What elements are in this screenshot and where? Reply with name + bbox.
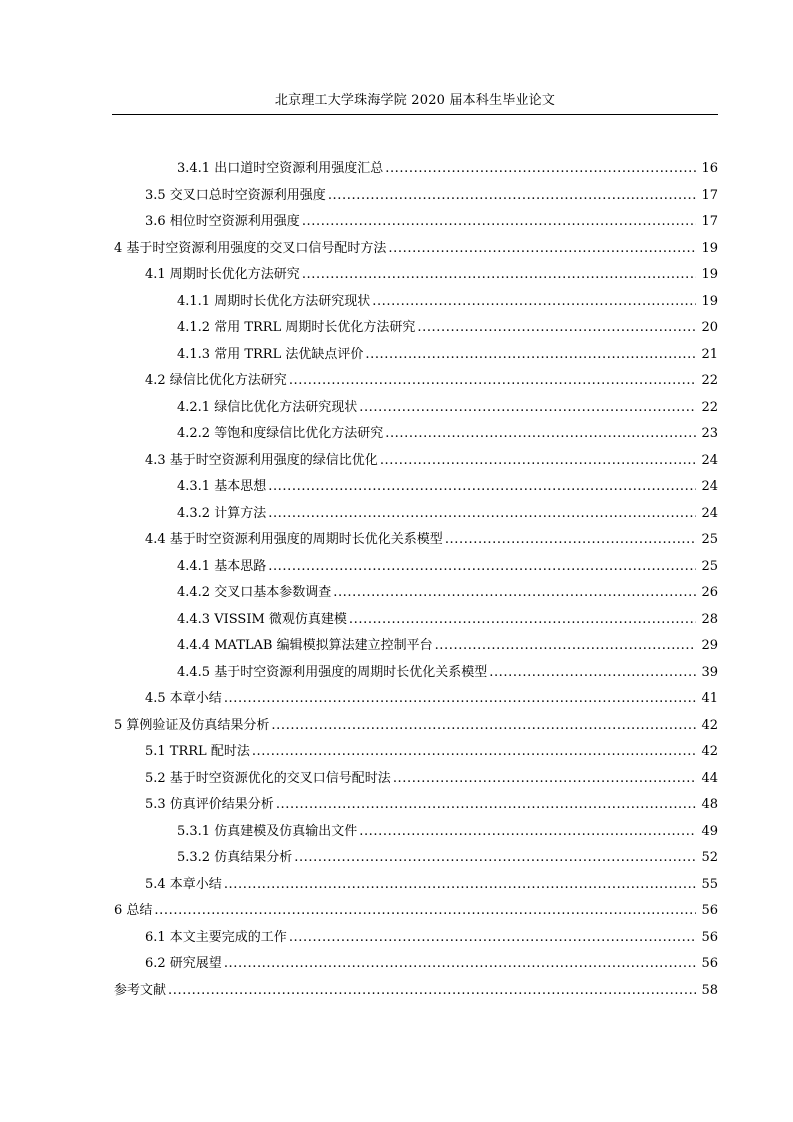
table-of-contents [0, 156, 793, 1004]
toc-entry-page-number: 39 [701, 664, 718, 680]
toc-entry-page-number: 48 [701, 797, 718, 812]
toc-entry-page-number: 21 [701, 346, 718, 362]
toc-entry[interactable] [0, 209, 793, 236]
toc-entry-page-number: 29 [701, 638, 718, 653]
toc-entry-page-number: 58 [701, 982, 718, 998]
dot-leader [417, 315, 696, 342]
toc-entry-title: 4.3.2 计算方法 [177, 505, 267, 521]
dot-leader [271, 713, 696, 740]
toc-entry-page-number: 56 [701, 956, 718, 971]
toc-entry-page-number: 56 [701, 903, 718, 918]
toc-entry-page-number: 26 [701, 585, 718, 600]
toc-entry-title: 4.4 基于时空资源利用强度的周期时长优化关系模型 [145, 532, 443, 547]
toc-entry-page-number: 42 [701, 744, 718, 759]
toc-entry-title: 5 算例验证及仿真结果分析 [114, 717, 270, 733]
header-divider [112, 114, 718, 115]
toc-entry-title: 4.1 周期时长优化方法研究 [145, 267, 300, 282]
dot-leader [349, 607, 696, 634]
toc-entry-title: 4.1.2 常用 TRRL 周期时长优化方法研究 [177, 320, 416, 335]
dot-leader [168, 978, 696, 1005]
dot-leader [359, 819, 696, 846]
dot-leader [385, 156, 696, 183]
toc-entry[interactable] [0, 474, 793, 501]
dot-leader [252, 739, 696, 766]
toc-entry-page-number: 56 [701, 929, 718, 945]
toc-entry-page-number: 17 [701, 214, 718, 229]
toc-entry-title: 5.3 仿真评价结果分析 [145, 797, 274, 812]
toc-entry[interactable] [0, 289, 793, 316]
toc-entry-title: 4.2 绿信比优化方法研究 [145, 373, 287, 388]
toc-entry[interactable] [0, 633, 793, 660]
toc-entry-title: 6.1 本文主要完成的工作 [145, 929, 287, 945]
toc-entry[interactable] [0, 660, 793, 687]
toc-entry-page-number: 22 [701, 373, 718, 388]
toc-entry-title: 4.1.1 周期时长优化方法研究现状 [177, 293, 371, 309]
toc-entry-title: 4.4.3 VISSIM 微观仿真建模 [177, 611, 347, 627]
toc-entry-title: 5.3.2 仿真结果分析 [177, 850, 293, 865]
toc-entry[interactable] [0, 845, 793, 872]
toc-entry[interactable] [0, 527, 793, 554]
toc-entry-title: 3.6 相位时空资源利用强度 [145, 214, 300, 229]
toc-entry[interactable] [0, 395, 793, 422]
toc-entry-title: 4.2.2 等饱和度绿信比优化方法研究 [177, 426, 384, 441]
toc-entry[interactable] [0, 898, 793, 925]
toc-entry[interactable] [0, 872, 793, 899]
dot-leader [435, 633, 696, 660]
dot-leader [268, 554, 696, 581]
toc-entry-page-number: 19 [701, 240, 718, 256]
toc-entry-title: 5.3.1 仿真建模及仿真输出文件 [177, 823, 358, 839]
dot-leader [224, 951, 696, 978]
toc-entry[interactable] [0, 713, 793, 740]
toc-entry[interactable] [0, 978, 793, 1005]
page-header: 北京理工大学珠海学院 2020 届本科生毕业论文 [274, 93, 556, 108]
toc-entry-title: 4.4.5 基于时空资源利用强度的周期时长优化关系模型 [177, 664, 488, 680]
dot-leader [359, 395, 696, 422]
dot-leader [388, 236, 696, 263]
toc-entry[interactable] [0, 448, 793, 475]
toc-entry-title: 4.4.2 交叉口基本参数调查 [177, 585, 332, 600]
dot-leader [224, 872, 696, 899]
toc-entry-page-number: 22 [701, 399, 718, 415]
toc-entry-title: 4.2.1 绿信比优化方法研究现状 [177, 399, 358, 415]
toc-entry-title: 4 基于时空资源利用强度的交叉口信号配时方法 [114, 240, 387, 256]
toc-entry-page-number: 25 [701, 532, 718, 547]
dot-leader [289, 368, 696, 395]
toc-entry[interactable] [0, 739, 793, 766]
toc-entry[interactable] [0, 554, 793, 581]
toc-entry-page-number: 55 [701, 876, 718, 892]
toc-entry[interactable] [0, 262, 793, 289]
toc-entry-title: 4.5 本章小结 [145, 691, 222, 706]
toc-entry-page-number: 28 [701, 611, 718, 627]
toc-entry-title: 3.4.1 出口道时空资源利用强度汇总 [177, 161, 384, 176]
toc-entry[interactable] [0, 607, 793, 634]
toc-entry-title: 6.2 研究展望 [145, 956, 222, 971]
dot-leader [489, 660, 696, 687]
toc-entry-title: 4.4.4 MATLAB 编辑模拟算法建立控制平台 [177, 638, 433, 653]
toc-entry-title: 6 总结 [114, 903, 153, 918]
toc-entry-title: 4.3.1 基本思想 [177, 479, 267, 494]
toc-entry[interactable] [0, 421, 793, 448]
toc-entry[interactable] [0, 951, 793, 978]
toc-entry[interactable] [0, 183, 793, 210]
toc-entry-title: 4.3 基于时空资源利用强度的绿信比优化 [145, 452, 378, 468]
toc-entry[interactable] [0, 766, 793, 793]
toc-entry[interactable] [0, 819, 793, 846]
toc-entry[interactable] [0, 315, 793, 342]
toc-entry-page-number: 24 [701, 505, 718, 521]
toc-entry[interactable] [0, 156, 793, 183]
toc-entry-title: 5.1 TRRL 配时法 [145, 744, 250, 759]
toc-entry-title: 4.4.1 基本思路 [177, 558, 267, 574]
dot-leader [302, 262, 696, 289]
toc-entry-page-number: 19 [701, 267, 718, 282]
toc-entry-page-number: 41 [701, 691, 718, 706]
toc-entry[interactable] [0, 792, 793, 819]
dot-leader [268, 474, 696, 501]
toc-entry-page-number: 42 [701, 717, 718, 733]
toc-entry[interactable] [0, 368, 793, 395]
toc-entry[interactable] [0, 236, 793, 263]
dot-leader [289, 925, 696, 952]
dot-leader [268, 501, 696, 528]
dot-leader [294, 845, 696, 872]
toc-entry-title: 5.4 本章小结 [145, 876, 222, 892]
toc-entry-page-number: 17 [701, 187, 718, 203]
toc-entry-page-number: 23 [701, 426, 718, 441]
dot-leader [328, 183, 696, 210]
toc-entry-page-number: 24 [701, 479, 718, 494]
toc-entry-page-number: 19 [701, 293, 718, 309]
dot-leader [445, 527, 696, 554]
toc-entry[interactable] [0, 925, 793, 952]
toc-entry-page-number: 24 [701, 452, 718, 468]
toc-entry[interactable] [0, 686, 793, 713]
toc-entry-title: 5.2 基于时空资源优化的交叉口信号配时法 [145, 770, 391, 786]
dot-leader [380, 448, 696, 475]
dot-leader [372, 289, 696, 316]
toc-entry-page-number: 49 [701, 823, 718, 839]
dot-leader [385, 421, 696, 448]
toc-entry-page-number: 44 [701, 770, 718, 786]
toc-entry[interactable] [0, 501, 793, 528]
toc-entry[interactable] [0, 342, 793, 369]
toc-entry-title: 4.1.3 常用 TRRL 法优缺点评价 [177, 346, 364, 362]
toc-entry-page-number: 20 [701, 320, 718, 335]
dot-leader [333, 580, 696, 607]
toc-entry[interactable] [0, 580, 793, 607]
dot-leader [302, 209, 696, 236]
toc-entry-page-number: 16 [701, 161, 718, 176]
dot-leader [393, 766, 696, 793]
dot-leader [154, 898, 696, 925]
dot-leader [365, 342, 696, 369]
toc-entry-title: 3.5 交叉口总时空资源利用强度 [145, 187, 326, 203]
toc-entry-title: 参考文献 [114, 982, 167, 998]
toc-entry-page-number: 52 [701, 850, 718, 865]
toc-entry-page-number: 25 [701, 558, 718, 574]
dot-leader [276, 792, 696, 819]
dot-leader [224, 686, 696, 713]
